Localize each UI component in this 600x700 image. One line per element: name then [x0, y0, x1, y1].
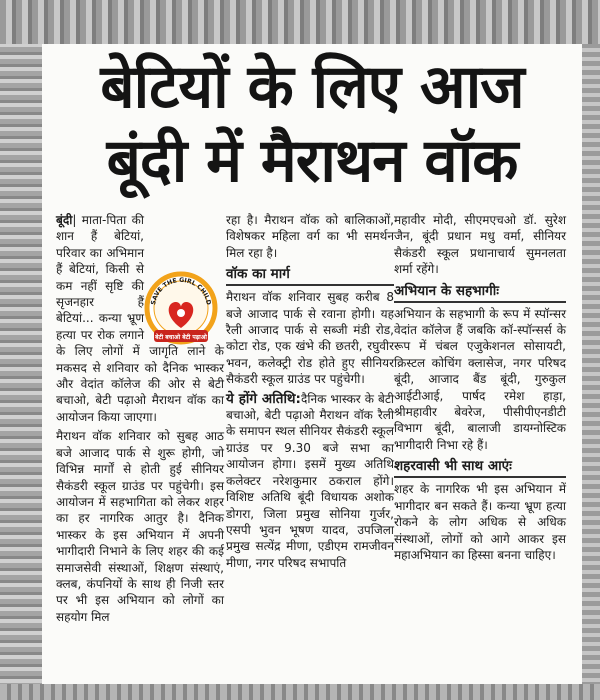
citizens-paragraph: शहर के नागरिक भी इस अभियान में भागीदार बन सकते हैं। कन्या भ्रूण हत्या रोकने के लोग अधिक से अधिक संस्थाओं, लोगों को आगे आकर इस महाअभियान का हिस्सा बनना चाहिए। [394, 482, 566, 562]
column-2 [226, 212, 394, 571]
background-newspaper-left [0, 44, 42, 700]
partners-subheading: अभियान के सहभागीः [394, 282, 566, 303]
citizens-subheading: शहरवासी भी साथ आएंः [394, 457, 566, 478]
partners-paragraph: अभियान के सहभागी के रूप में स्पॉन्सर वेदांत कॉलेज हैं जबकि कॉ-स्पॉन्सर्स के रूप में चंबल एजुकेशनल सोसायटी, क्रिस्टल कोचिंग क्लासेज, नगर परिषद बूंदी, आजाद बैंड बूंदी, गुरुकुल आईटीआई, पार्षद रमेश हाड़ा, श्रीमहावीर बेवरेज, पीसीपीएनडीटी विभाग बूंदी, बालाजी डायग्नोस्टिक भागीदारी निभा रहे हैं। [394, 306, 566, 452]
guests-text: दैनिक भास्कर के बेटी बचाओ, बेटी पढ़ाओ मैराथन वॉक रैली के समापन स्थल सीनियर सैकंडरी स्कूल ग्राउंड पर 9.30 बजे सभा का आयोजन होगा। इसमें मुख्य अतिथि कलेक्टर नरेशकुमार ठकराल होंगे। विशिष्ट अतिथि बूंदी विधायक अशोक डोगरा, जिला प्रमुख सोनिया गुर्जर, एसपी भुवन भूषण यादव, उपजिला प्रमुख सत्येंद्र मीणा, एडीएम रामजीवन मीणा, नगर परिषद सभापति [226, 391, 394, 570]
logo-arc-text: SAVE THE GIRL CHILD [150, 276, 212, 306]
col2-paragraph-1: रहा है। मैराथन वॉक को बालिकाओं, विशेषकर महिला वर्ग का भी समर्थन मिल रहा है। [226, 213, 394, 260]
route-subheading: वॉक का मार्ग [226, 265, 394, 286]
headline-line-2: बूंदी में मैराथन वॉक [106, 126, 518, 196]
save-the-girl-child-logo [142, 270, 220, 350]
background-newspaper-bottom [0, 684, 600, 700]
background-newspaper-right [582, 44, 600, 700]
guests-paragraph [226, 391, 394, 571]
newspaper-clipping [42, 44, 582, 684]
route-paragraph: मैराथन वॉक शनिवार सुबह करीब 8 बजे आजाद पार्क से रवाना होगी। यह रैली आजाद पार्क से सब्जी मंडी रोड, कोटा रोड, एक खंभे की छतरी, रघुवीर भवन, कलेक्ट्री रोड होते हुए सीनियर सैकंडरी स्कूल ग्राउंड पर पहुंचेगी। [226, 290, 394, 387]
headline-line-1: बेटियों के लिए आज [100, 52, 524, 122]
guests-subheading: ये होंगे अतिथि: [226, 390, 301, 407]
dateline: बूंदी [56, 213, 73, 227]
lead-text: | माता-पिता की शान हैं बेटियां, परिवार का अभिमान हैं बेटियां, किसी से कम नहीं सृष्टि की सृजनहार हैं बेटियां... कन्या भ्रूण हत्या पर रोक लगाने के लिए लोगों में जागृति लाने के मकसद से शनिवार को दैनिक भास्कर और वेदांत कॉलेज की ओर से बेटी बचाओ, बेटी पढ़ाओ मैराथन वॉक का आयोजन किया जाएगा। [56, 213, 224, 424]
col3-paragraph-1: महावीर मोदी, सीएमएचओ डॉ. सुरेश जैन, बूंदी प्रधान मधु वर्मा, सीनियर सैकंडरी स्कूल प्रधानाचार्य सुमनलता शर्मा रहेंगे। [394, 213, 566, 277]
headline [42, 50, 582, 198]
logo-banner-text: बेटी बचाओ बेटी पढ़ाओ [155, 334, 207, 341]
child-figure-icon [177, 309, 185, 317]
background-newspaper-top [0, 0, 600, 44]
paragraph-2: मैराथन वॉक शनिवार को सुबह आठ बजे आजाद पार्क से शुरू होगी, जो विभिन्न मार्गों से होती हुई सीनियर सैकंडरी स्कूल ग्राउंड पर पहुंचेगी। इस आयोजन में सहभागिता को लेकर शहर का हर नागरिक आतुर है। दैनिक भास्कर के इस अभियान में अपनी भागीदारी निभाने के लिए शहर की कई समाजसेवी संस्थाओं, शिक्षण संस्थाएं, क्लब, कंपनियों के साथ ही निजी स्तर पर भी इस अभियान को लोगों का सहयोग मिल [56, 429, 224, 624]
column-3 [394, 212, 566, 563]
